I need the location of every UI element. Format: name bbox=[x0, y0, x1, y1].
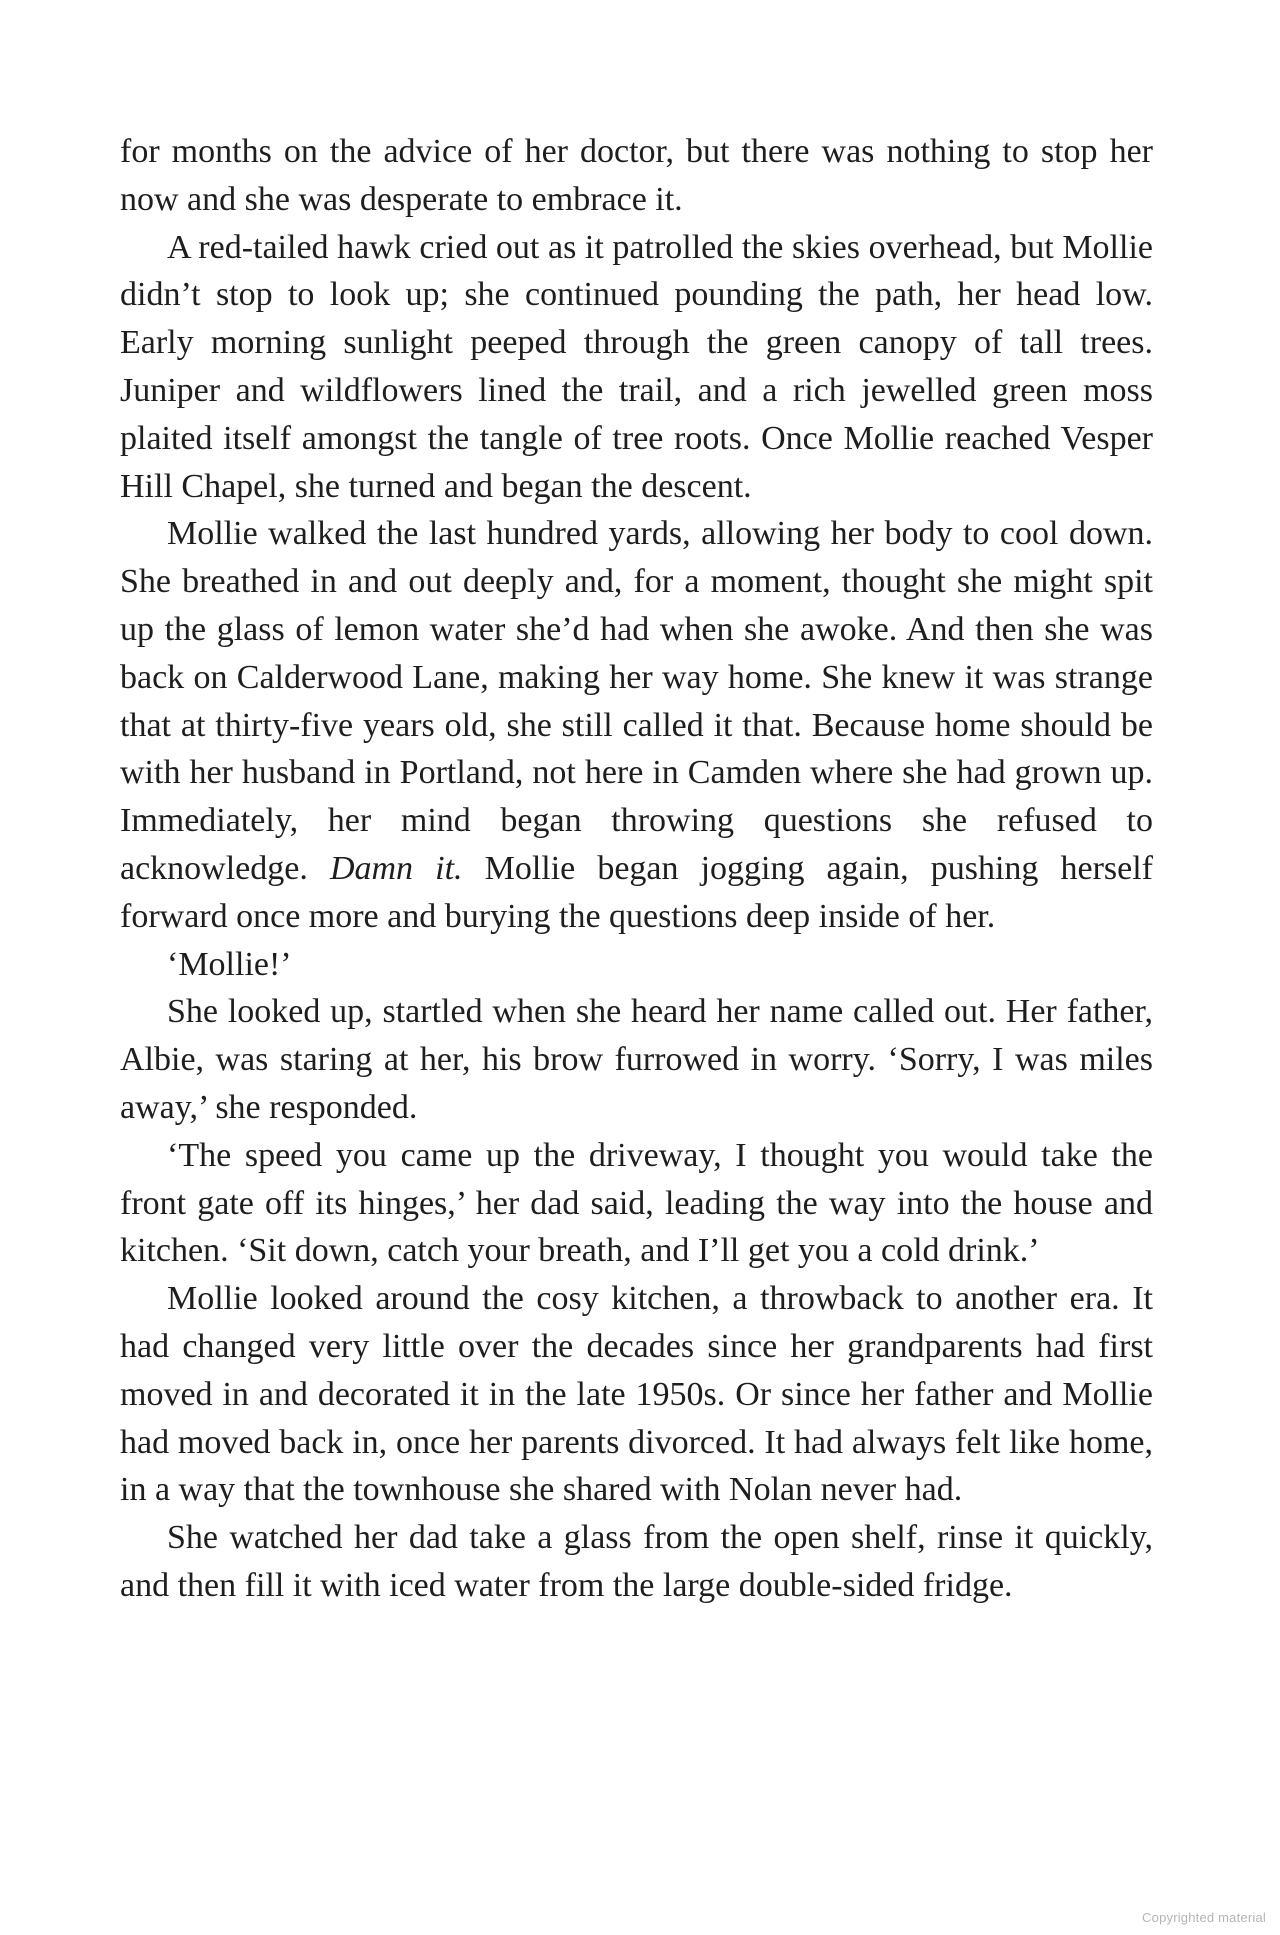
paragraph-3-part-1: Mollie walked the last hundred yards, allowing her body to cool down. She breathed in and out deeply and, for a moment, thought she might spit up the glass of lemon water she’d had when she awoke. And then she was back on Calderwood Lane, making her way home. She knew it was strange that at thirty-five years old, she still called it that. Because home should be with her husband in Portland, not here in Camden where she had grown up. Immediately, her mind began throwing questions she refused to acknowledge. bbox=[120, 515, 1153, 887]
copyright-notice: Copyrighted material bbox=[1142, 1910, 1266, 1925]
paragraph-8: She watched her dad take a glass from the open shelf, rinse it quickly, and then fill it with iced water from the large double-sided fridge. bbox=[120, 1519, 1153, 1604]
paragraph-5: She looked up, startled when she heard her name called out. Her father, Albie, was staring at her, his brow furrowed in worry. ‘Sorry, I was miles away,’ she responded. bbox=[120, 993, 1153, 1126]
paragraph-4: ‘Mollie!’ bbox=[167, 945, 292, 983]
paragraph-3-italic: Damn it. bbox=[329, 849, 463, 887]
paragraph-3-part-2: Mollie began jogging again, pushing herself forward once more and burying the questions deep inside of her. bbox=[120, 849, 1153, 935]
paragraph-3 bbox=[120, 510, 1153, 940]
paragraph-7: Mollie looked around the cosy kitchen, a throwback to another era. It had changed very little over the decades since her grandparents had first moved in and decorated it in the late 1950s. Or since her father and Mollie had moved back in, once her parents divorced. It had always felt like home, in a way that the townhouse she shared with Nolan never had. bbox=[120, 1280, 1153, 1509]
paragraph-6: ‘The speed you came up the driveway, I thought you would take the front gate off its hinges,’ her dad said, leading the way into the house and kitchen. ‘Sit down, catch your breath, and I’ll get you a cold drink.’ bbox=[120, 1136, 1153, 1270]
paragraph-2: A red-tailed hawk cried out as it patrolled the skies overhead, but Mollie didn’t stop to look up; she continued pounding the path, her head low. Early morning sunlight peeped through the green canopy of tall trees. Juniper and wildflowers lined the trail, and a rich jewelled green moss plaited itself amongst the tangle of tree roots. Once Mollie reached Vesper Hill Chapel, she turned and began the descent. bbox=[120, 228, 1153, 505]
book-page-text bbox=[120, 128, 1153, 1610]
paragraph-1: for months on the advice of her doctor, but there was nothing to stop her now and she was desperate to embrace it. bbox=[120, 133, 1153, 218]
